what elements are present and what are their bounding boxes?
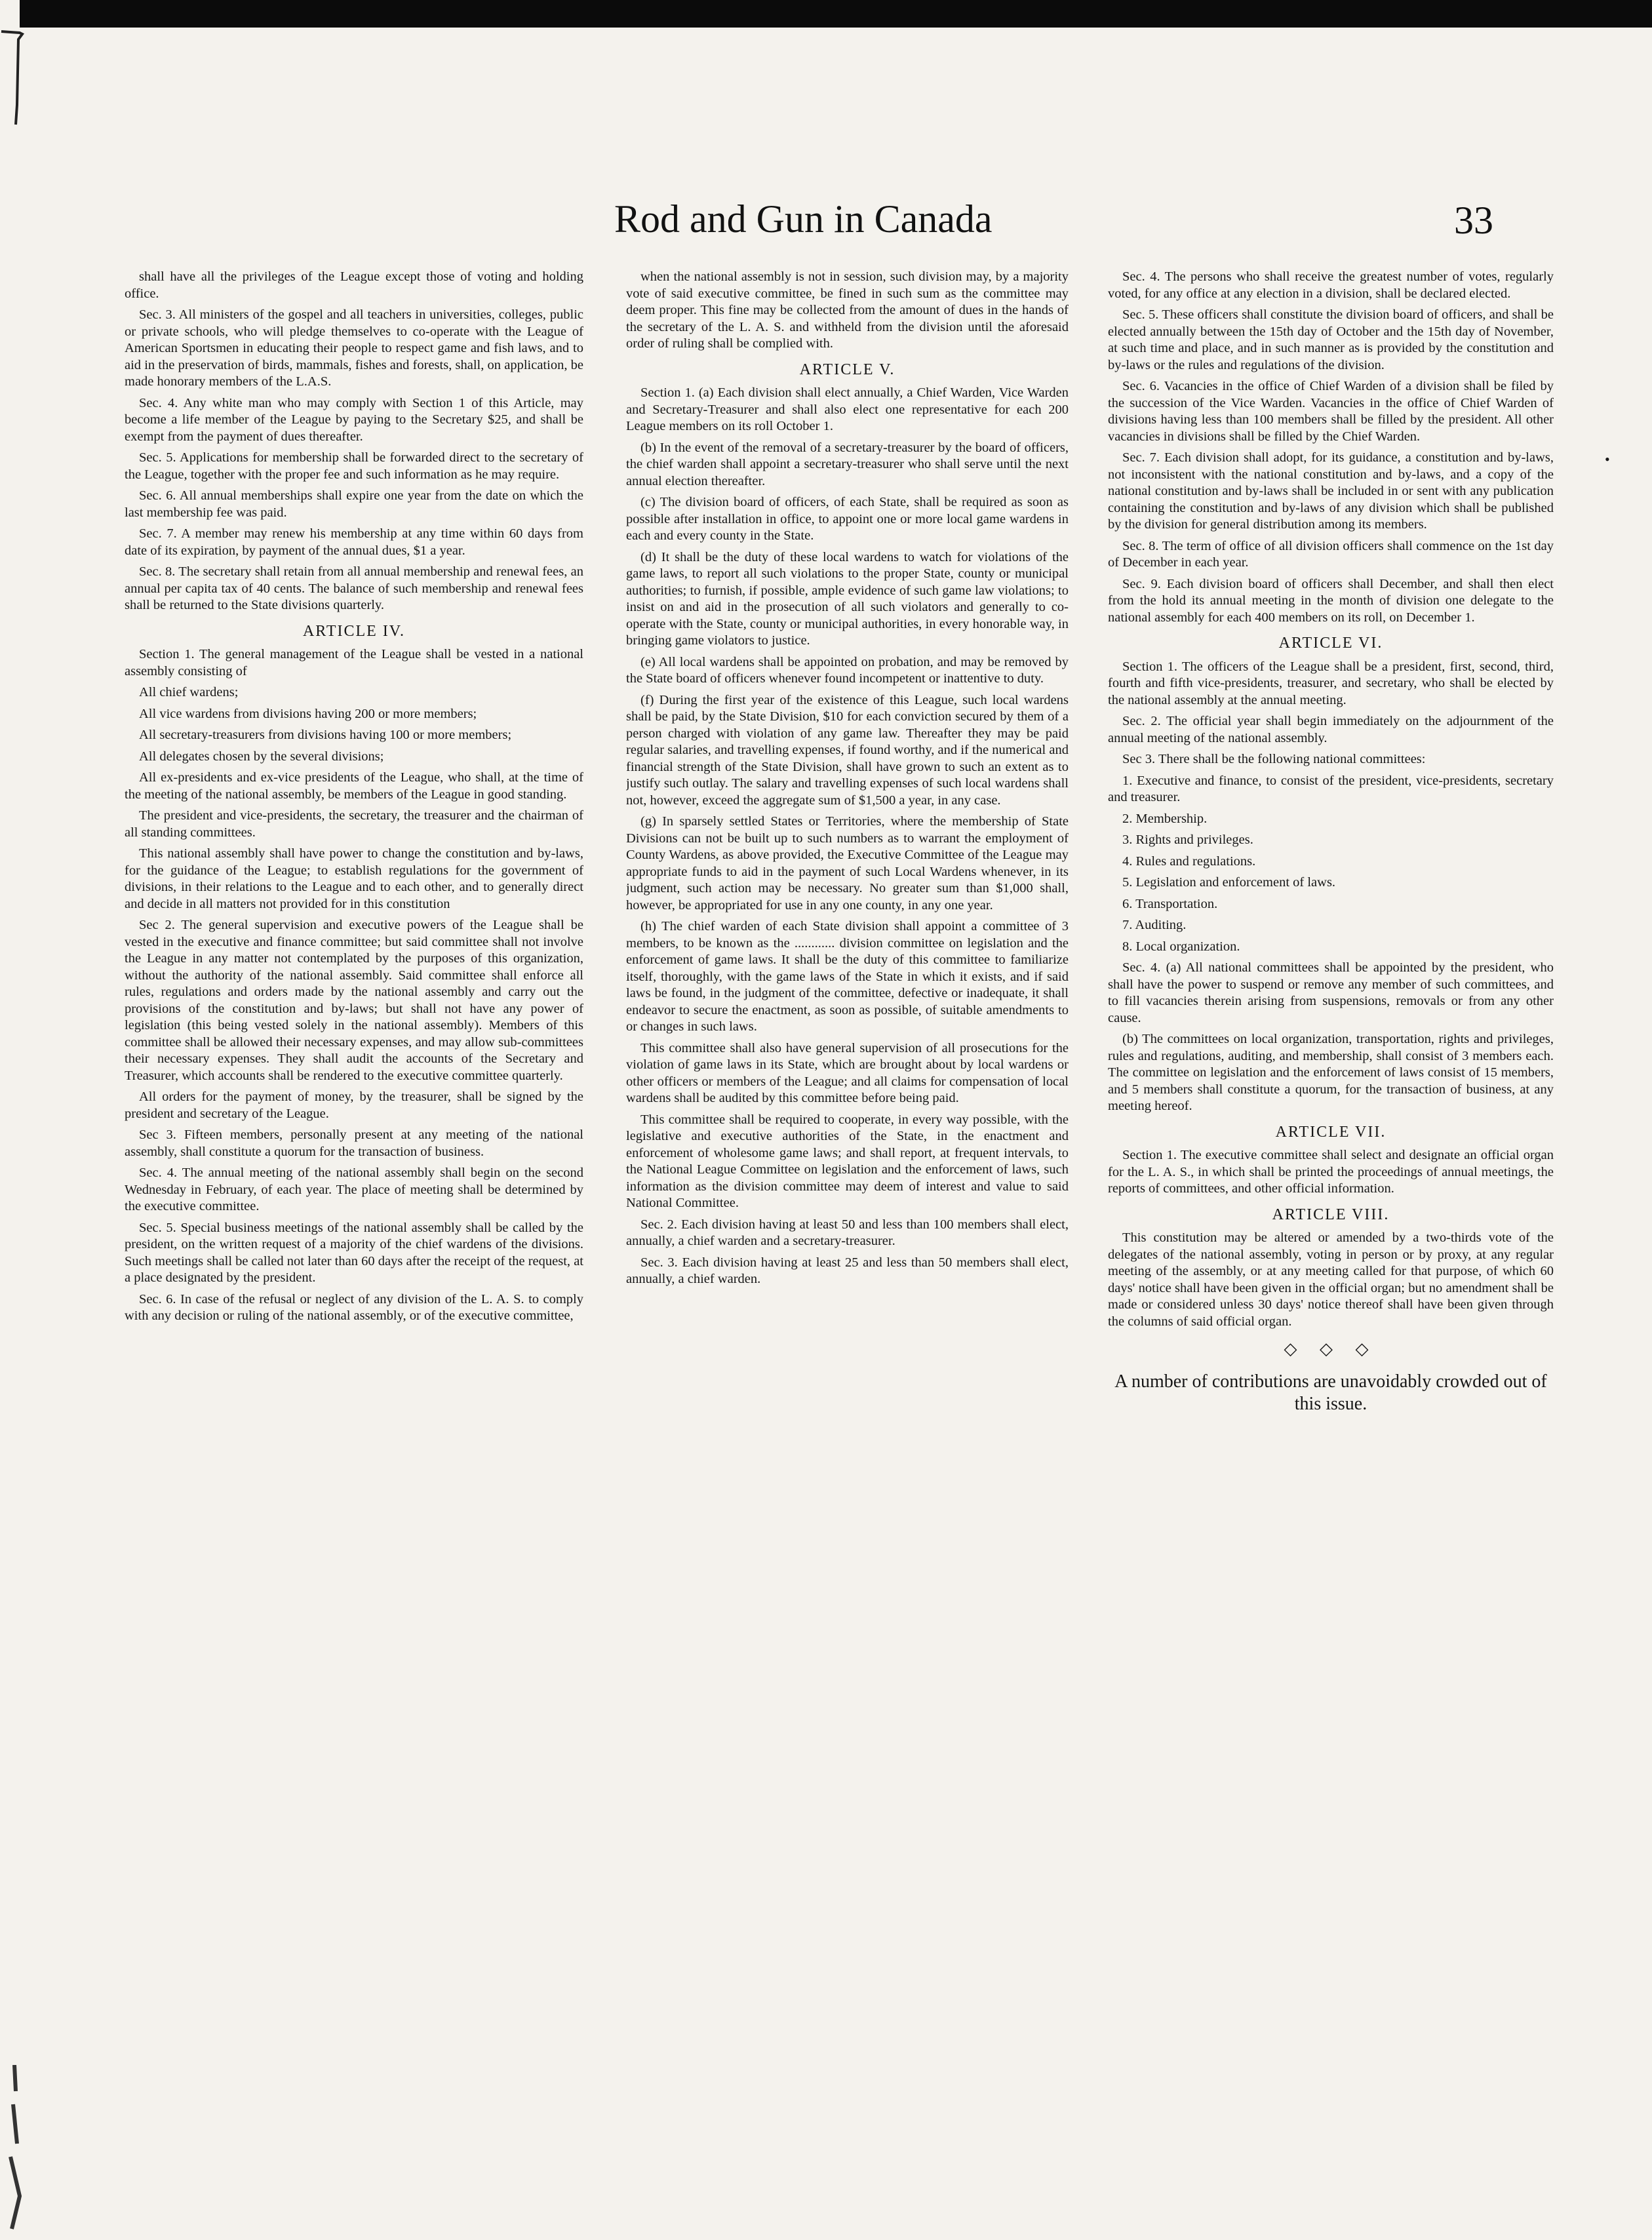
paragraph: All delegates chosen by the several divisions; (139, 749, 384, 764)
paragraph: Sec. 5. Special business meetings of the national assembly shall be called by the president, on the written request of a majority of the chief wardens of the divisions. Such meetings shall be called not later than 60 days after the receipt of the request, at a place designated by the president. (125, 1220, 583, 1285)
paragraph: 7. Auditing. (1122, 918, 1187, 932)
paragraph: shall have all the privileges of the League except those of voting and holding office. (125, 269, 583, 301)
paragraph: Sec. 2. Each division having at least 50 and less than 100 members shall elect, annually, a chief warden and a secretary-treasurer. (626, 1217, 1069, 1248)
paragraph: 1. Executive and finance, to consist of the president, vice-presidents, secretary and treasurer. (1108, 773, 1554, 804)
paragraph: This committee shall also have general supervision of all prosecutions for the violation of game laws in its State, which are brought about by local wardens or other officers or members of the League; and all claims for compensation of local wardens shall be audited by this committee before being paid. (626, 1040, 1069, 1105)
paragraph: All orders for the payment of money, by the treasurer, shall be signed by the president and secretary of the League. (125, 1090, 583, 1121)
text-column-2 (626, 269, 1069, 2203)
paragraph: Sec. 7. A member may renew his membership at any time within 60 days from date of its expiration, by payment of the annual dues, $1 a year. (125, 526, 583, 558)
paragraph: (b) In the event of the removal of a secretary-treasurer by the board of officers, the chief warden shall appoint a secretary-treasurer who shall serve until the next annual election thereafter. (626, 440, 1069, 488)
paragraph: All vice wardens from divisions having 200 or more members; (139, 706, 477, 721)
closing-note: A number of contributions are unavoidably crowded out of this issue. (1114, 1371, 1547, 1414)
paragraph: Sec. 4. Any white man who may comply with Section 1 of this Article, may become a life member of the League by paying to the Secretary $25, and shall be exempt from the payment of dues thereafter. (125, 395, 583, 444)
paragraph: 2. Membership. (1122, 811, 1208, 826)
paragraph: Sec 3. There shall be the following national committees: (1122, 752, 1426, 766)
paragraph: Sec. 4. (a) All national committees shall be appointed by the president, who shall have the power to suspend or remove any member of such committees, and to fill vacancies therein arising from suspensions, removals or from any other cause. (1108, 960, 1554, 1025)
article-heading: ARTICLE IV. (302, 622, 406, 640)
paragraph: Sec 3. Fifteen members, personally present at any meeting of the national assembly, shall constitute a quorum for the transaction of business. (125, 1128, 583, 1159)
page-number: 33 (1454, 199, 1493, 242)
diamond-ornament-icon: ◇ ◇ ◇ (1284, 1339, 1378, 1358)
paragraph: 3. Rights and privileges. (1122, 833, 1253, 847)
scan-edge-mark (4, 2065, 26, 2235)
paragraph: This committee shall be required to cooperate, in every way possible, with the legislative and executive authorities of the State, in the enactment and enforcement of wholesome game laws; and shall report, at frequent intervals, to the National League Committee on legislation and the enforcement of laws, such information as the division committee may deem of interest and value to said National Committee. (626, 1112, 1069, 1210)
paragraph: 4. Rules and regulations. (1122, 854, 1256, 869)
paragraph: Sec. 7. Each division shall adopt, for its guidance, a constitution and by-laws, not inconsistent with the national constitution and by-laws, and a copy of the national constitution and by-laws shall be included in or sent with any publication containing the constitution and by-laws of any division which shall be published by the division for general distribution among its members. (1108, 450, 1554, 532)
paragraph: Sec. 6. In case of the refusal or neglect of any division of the L. A. S. to comply with any decision or ruling of the national assembly, or of the executive committee, (125, 1291, 583, 1323)
scan-top-border (20, 0, 1652, 28)
paragraph: Sec. 5. Applications for membership shall be forwarded direct to the secretary of the League, together with the proper fee and such information as he may require. (125, 450, 583, 482)
article-heading: ARTICLE VII. (1275, 1123, 1386, 1141)
article-heading: ARTICLE V. (799, 361, 895, 378)
page-header (0, 197, 1652, 249)
paragraph: Sec. 9. Each division board of officers shall December, and shall then elect from the hold its annual meeting in the month of division one delegate to the national assembly for each 400 members on its roll, on December 1. (1108, 576, 1554, 625)
paragraph: Sec 2. The general supervision and executive powers of the League shall be vested in the executive and finance committee; but said committee shall not involve the League in any matter not contemplated by the purposes of this organization, without the authority of the national assembly. Said committee shall enforce all rules, regulations and orders made by the national assembly and carry out the provisions of the constitution and by-laws; but shall not have any power of legislation (this being vested solely in the national assembly). Members of this committee shall be allowed their necessary expenses, and may allow sub-committees their necessary expenses. They shall audit the accounts of the Secretary and Treasurer, which accounts shall be rendered to the executive committee quarterly. (125, 918, 583, 1083)
paragraph: Sec. 4. The annual meeting of the national assembly shall begin on the second Wednesday in February, of each year. The place of meeting shall be determined by the executive committee. (125, 1166, 583, 1213)
paragraph: (f) During the first year of the existence of this League, such local wardens shall be paid, by the State Division, $10 for each conviction secured by them of a person charged with violation of any game law. Thereafter they may be paid regular salaries, and travelling expenses, if found worthy, and if the numerical and financial strength of the State Division, shall have grown to such an extent as to justify such outlay. The salary and travelling expenses of such local wardens shall not, however, exceed the aggregate sum of $1,500 a year, in any case. (626, 692, 1069, 808)
paragraph: when the national assembly is not in session, such division may, by a majority vote of said executive committee, be fined in such sum as the committee may deem proper. This fine may be collected from the amount of dues in the hands of the secretary of the L. A. S. and withheld from the division until the aforesaid order of ruling shall be complied with. (626, 269, 1069, 351)
paragraph: Sec. 3. Each division having at least 25 and less than 50 members shall elect, annually, a chief warden. (626, 1255, 1069, 1286)
paragraph: 6. Transportation. (1122, 896, 1218, 911)
paragraph: Sec. 3. All ministers of the gospel and all teachers in universities, colleges, public or private schools, who will pledge themselves to co-operate with the League of American Sportsmen in educating their people to respect game and fish laws, and to aid in the preservation of birds, mammals, fishes and forests, shall, on application, be made honorary members of the L.A.S. (125, 307, 583, 389)
paragraph: Section 1. The officers of the League shall be a president, first, second, third, fourth and fifth vice-presidents, treasurer, and secretary, who shall be elected by the national assembly at the annual meeting. (1108, 659, 1554, 707)
paragraph: Sec. 4. The persons who shall receive the greatest number of votes, regularly voted, for any office at any election in a division, shall be declared elected. (1108, 269, 1554, 301)
paragraph: (c) The division board of officers, of each State, shall be required as soon as possible after installation in office, to appoint one or more local game wardens in each and every county in the State. (626, 495, 1069, 543)
paragraph: 5. Legislation and enforcement of laws. (1122, 875, 1336, 890)
article-heading: ARTICLE VIII. (1272, 1206, 1390, 1223)
paragraph: (h) The chief warden of each State division shall appoint a committee of 3 members, to be known as the ............ division committee on legislation and the enforcement of game laws. It shall be the duty of this committee to familiarize itself, thoroughly, with the game laws of the State in which it exists, and if said laws be found, in the judgment of the committee, defective or inadequate, it shall endeavor to secure the enactment, as soon as possible, of suitable amendments to or changes in such laws. (626, 919, 1069, 1034)
text-column-3 (1108, 269, 1554, 2203)
paragraph: Section 1. (a) Each division shall elect annually, a Chief Warden, Vice Warden and Secretary-Treasurer and shall also elect one representative for each 200 League members on its roll October 1. (626, 385, 1069, 433)
paragraph: Sec. 5. These officers shall constitute the division board of officers, and shall be elected annually between the 15th day of October and the 15th day of November, at such time and place, and in such manner as is provided by the constitution and by-laws or the rules and regulations of the division. (1108, 307, 1554, 372)
paragraph: Section 1. The general management of the League shall be vested in a national assembly consisting of (125, 647, 583, 678)
paragraph: All chief wardens; (139, 685, 239, 699)
running-title: Rod and Gun in Canada (614, 197, 993, 241)
paragraph: 8. Local organization. (1122, 939, 1240, 954)
paragraph: Sec. 6. All annual memberships shall expire one year from the date on which the last membership fee was paid. (125, 488, 583, 520)
paragraph: This constitution may be altered or amended by a two-thirds vote of the delegates of the national assembly, voting in person or by proxy, at any regular meeting of the assembly, or at any meeting called for that purpose, of which 60 days' notice shall have been given in the official organ; but no amendment shall be made or considered unless 30 days' notice thereof shall have been given through the columns of said official organ. (1108, 1230, 1554, 1329)
paragraph: (e) All local wardens shall be appointed on probation, and may be removed by the State board of officers whenever found incompetent or inattentive to duty. (626, 654, 1069, 686)
paragraph: Sec. 8. The term of office of all division officers shall commence on the 1st day of December in each year. (1108, 538, 1554, 570)
article-heading: ARTICLE VI. (1278, 635, 1383, 652)
paragraph: (d) It shall be the duty of these local wardens to watch for violations of the game laws, to report all such violations to the proper State, county or municipal authorities; to furnish, if possible, ample evidence of such game law violations; to insist on and aid in the prosecution of all such violators and generally to co-operate with the State, county or municipal authorities, in every honorable way, in bringing game violators to justice. (626, 549, 1069, 648)
scan-corner-mark (0, 26, 26, 131)
text-column-1 (125, 269, 583, 2203)
paragraph: Sec. 2. The official year shall begin immediately on the adjournment of the annual meeting of the national assembly. (1108, 714, 1554, 745)
paragraph: (g) In sparsely settled States or Territories, where the membership of State Divisions can not be built up to such numbers as to warrant the employment of County Wardens, as above provided, the Executive Committee of the League may appropriate funds to aid in the payment of such Local Wardens whenever, in its judgment, such action may be necessary. No greater sum than $1,000 shall, however, be appropriated for use in any one county, in any one year. (626, 814, 1069, 913)
paragraph: Sec. 8. The secretary shall retain from all annual membership and renewal fees, an annual per capita tax of 40 cents. The balance of such membership and renewal fees shall be returned to the State divisions quarterly. (125, 564, 583, 612)
paragraph: The president and vice-presidents, the secretary, the treasurer and the chairman of all standing committees. (125, 808, 583, 840)
scan-speck: • (1605, 451, 1610, 467)
paragraph: Section 1. The executive committee shall select and designate an official organ for the L. A. S., in which shall be printed the proceedings of annual meetings, the reports of committees, and other official information. (1108, 1148, 1554, 1196)
paragraph: This national assembly shall have power to change the constitution and by-laws, for the guidance of the League; to establish regulations for the government of divisions, in their relations to the League and to each other, and to generally direct and decide in all matters not provided for in this constitution (125, 846, 583, 911)
paragraph: (b) The committees on local organization, transportation, rights and privileges, rules and regulations, auditing, and membership, shall consist of 3 members each. The committee on legislation and the enforcement of laws consist of 15 members, and 5 members shall constitute a quorum, for the transaction of business, at any meeting hereof. (1108, 1032, 1554, 1113)
paragraph: Sec. 6. Vacancies in the office of Chief Warden of a division shall be filed by the succession of the Vice Warden. Vacancies in the office of Chief Warden of divisions having less than 100 members shall be filled by the president. All other vacancies in divisions shall be filled by the Chief Warden. (1108, 379, 1554, 444)
paragraph: All secretary-treasurers from divisions having 100 or more members; (139, 728, 512, 742)
paragraph: All ex-presidents and ex-vice presidents of the League, who shall, at the time of the meeting of the national assembly, be members of the League in good standing. (125, 770, 583, 802)
